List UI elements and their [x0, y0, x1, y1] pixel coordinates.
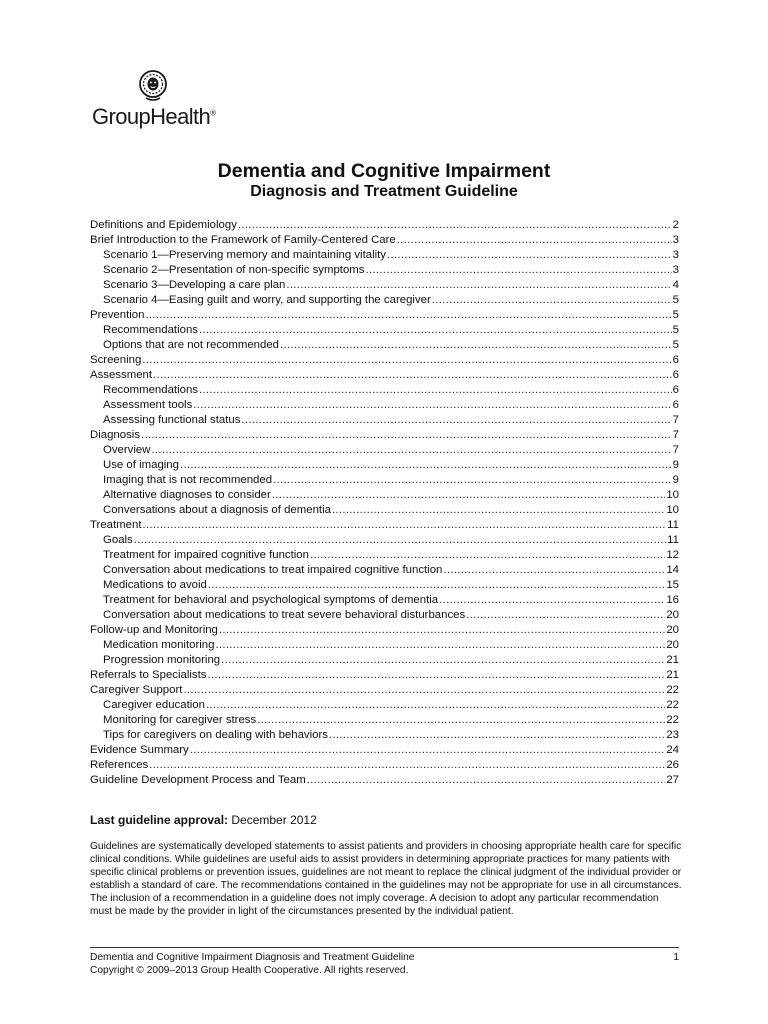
- toc-entry-page: 12: [666, 549, 679, 561]
- footer-divider: [90, 947, 679, 948]
- document-subtitle: Diagnosis and Treatment Guideline: [250, 183, 518, 200]
- toc-entry-label: Assessing functional status: [103, 414, 241, 426]
- approval-date: December 2012: [231, 813, 317, 827]
- toc-entry-label: Overview: [103, 444, 151, 456]
- toc-entry-page: 11: [667, 534, 679, 546]
- toc-dot-leader: [149, 758, 665, 773]
- toc-entry[interactable]: [90, 638, 679, 653]
- toc-dot-leader: [439, 593, 665, 608]
- toc-entry[interactable]: [90, 458, 679, 473]
- toc-dot-leader: [208, 578, 665, 593]
- toc-entry-page: 27: [666, 774, 679, 786]
- toc-dot-leader: [329, 728, 665, 743]
- toc-entry-label: Recommendations: [103, 324, 198, 336]
- toc-entry-label: Diagnosis: [90, 429, 141, 441]
- lion-crest-icon: [138, 70, 168, 102]
- toc-dot-leader: [153, 368, 672, 383]
- toc-entry-page: 10: [666, 489, 679, 501]
- toc-entry-label: Alternative diagnoses to consider: [103, 489, 271, 501]
- toc-entry[interactable]: [90, 353, 679, 368]
- toc-entry[interactable]: [90, 728, 679, 743]
- toc-entry-label: Tips for caregivers on dealing with behaviors: [103, 729, 328, 741]
- toc-dot-leader: [190, 743, 666, 758]
- toc-entry-label: Conversation about medications to treat impaired cognitive function: [103, 564, 443, 576]
- toc-dot-leader: [272, 488, 666, 503]
- toc-entry-page: 15: [666, 579, 679, 591]
- toc-dot-leader: [280, 338, 672, 353]
- toc-dot-leader: [221, 653, 665, 668]
- toc-entry[interactable]: [90, 383, 679, 398]
- toc-entry-label: Caregiver education: [103, 699, 205, 711]
- toc-entry-label: References: [90, 759, 149, 771]
- toc-dot-leader: [241, 413, 671, 428]
- toc-entry-page: 5: [672, 294, 679, 306]
- toc-entry-label: Caregiver Support: [90, 684, 183, 696]
- toc-entry-label: Scenario 2—Presentation of non-specific symptoms: [103, 264, 365, 276]
- toc-entry-label: Options that are not recommended: [103, 339, 280, 351]
- toc-entry[interactable]: [90, 263, 679, 278]
- toc-entry-page: 3: [672, 264, 679, 276]
- toc-dot-leader: [142, 353, 671, 368]
- toc-entry[interactable]: [90, 773, 679, 788]
- grouphealth-logo: [92, 70, 232, 130]
- toc-entry-label: Imaging that is not recommended: [103, 474, 273, 486]
- disclaimer-text: Guidelines are systematically developed statements to assist patients and providers in choosing appropriate health care for specific clinical conditions. While guidelines are useful aids to assist providers in determining appropriate practices for many patients with specific clinical problems or prevention issues, guidelines are not meant to replace the clinical judgment of the individual provider or establish a standard of care. The recommendations contained in the guidelines may not be appropriate for use in all circumstances. The inclusion of a recommendation in a guideline does not imply coverage. A decision to adopt any particular recommendation must be made by the provider in light of the circumstances presented by the individual patient.: [90, 841, 682, 917]
- toc-entry-label: Scenario 4—Easing guilt and worry, and supporting the caregiver: [103, 294, 431, 306]
- toc-entry-page: 3: [672, 249, 679, 261]
- toc-entry-page: 6: [672, 399, 679, 411]
- toc-entry-label: Medication monitoring: [103, 639, 215, 651]
- toc-dot-leader: [432, 293, 672, 308]
- toc-entry-page: 21: [666, 654, 679, 666]
- toc-entry[interactable]: [90, 248, 679, 263]
- toc-entry-label: Assessment tools: [103, 399, 193, 411]
- toc-dot-leader: [238, 218, 672, 233]
- toc-dot-leader: [215, 638, 665, 653]
- toc-entry-page: 20: [666, 609, 679, 621]
- toc-entry[interactable]: [90, 653, 679, 668]
- toc-entry[interactable]: [90, 668, 679, 683]
- toc-dot-leader: [206, 698, 665, 713]
- page-footer: [90, 952, 679, 977]
- toc-entry-label: Evidence Summary: [90, 744, 189, 756]
- table-of-contents: [90, 218, 679, 788]
- toc-entry-label: Recommendations: [103, 384, 198, 396]
- toc-entry-label: Medications to avoid: [103, 579, 207, 591]
- toc-entry-page: 14: [666, 564, 679, 576]
- toc-entry[interactable]: [90, 698, 679, 713]
- toc-entry-page: 16: [666, 594, 679, 606]
- toc-entry-label: Conversations about a diagnosis of dementia: [103, 504, 331, 516]
- toc-entry-page: 5: [672, 339, 679, 351]
- toc-entry[interactable]: [90, 503, 679, 518]
- toc-entry-page: 22: [666, 714, 679, 726]
- toc-entry[interactable]: [90, 488, 679, 503]
- toc-entry-label: Treatment for behavioral and psychological symptoms of dementia: [103, 594, 439, 606]
- toc-entry[interactable]: [90, 593, 679, 608]
- toc-entry[interactable]: [90, 623, 679, 638]
- toc-dot-leader: [397, 233, 672, 248]
- toc-entry[interactable]: [90, 368, 679, 383]
- toc-dot-leader: [332, 503, 665, 518]
- toc-entry-label: Treatment for impaired cognitive function: [103, 549, 309, 561]
- toc-entry-page: 4: [672, 279, 679, 291]
- toc-dot-leader: [134, 533, 666, 548]
- toc-dot-leader: [193, 398, 671, 413]
- toc-dot-leader: [310, 548, 665, 563]
- toc-dot-leader: [443, 563, 665, 578]
- toc-dot-leader: [151, 443, 671, 458]
- toc-entry[interactable]: [90, 563, 679, 578]
- toc-dot-leader: [183, 683, 665, 698]
- toc-entry-label: Referrals to Specialists: [90, 669, 207, 681]
- toc-entry-page: 26: [666, 759, 679, 771]
- toc-entry[interactable]: [90, 518, 679, 533]
- toc-entry-label: Brief Introduction to the Framework of Family-Centered Care: [90, 234, 396, 246]
- toc-entry-page: 6: [672, 384, 679, 396]
- toc-entry[interactable]: [90, 758, 679, 773]
- approval-line: [90, 813, 317, 827]
- toc-dot-leader: [307, 773, 666, 788]
- toc-entry-label: Definitions and Epidemiology: [90, 219, 237, 231]
- footer-copyright: Copyright © 2009–2013 Group Health Cooperative. All rights reserved.: [90, 964, 409, 976]
- toc-entry-page: 2: [672, 219, 679, 231]
- toc-entry-page: 24: [666, 744, 679, 756]
- toc-entry-label: Assessment: [90, 369, 153, 381]
- toc-entry[interactable]: [90, 548, 679, 563]
- toc-entry-page: 20: [666, 624, 679, 636]
- toc-entry-page: 7: [672, 444, 679, 456]
- toc-entry-page: 20: [666, 639, 679, 651]
- toc-entry[interactable]: [90, 218, 679, 233]
- toc-dot-leader: [141, 428, 672, 443]
- toc-entry[interactable]: [90, 473, 679, 488]
- toc-entry[interactable]: [90, 428, 679, 443]
- toc-entry[interactable]: [90, 608, 679, 623]
- toc-entry-page: 5: [672, 324, 679, 336]
- logo-wordmark: GroupHealth®: [92, 104, 216, 129]
- toc-entry-page: 21: [666, 669, 679, 681]
- toc-entry-label: Use of imaging: [103, 459, 179, 471]
- toc-dot-leader: [273, 473, 672, 488]
- toc-entry-label: Conversation about medications to treat severe behavioral disturbances: [103, 609, 466, 621]
- toc-entry-page: 6: [672, 354, 679, 366]
- toc-entry-page: 6: [672, 369, 679, 381]
- toc-entry[interactable]: [90, 338, 679, 353]
- toc-entry[interactable]: [90, 413, 679, 428]
- toc-entry-page: 7: [672, 414, 679, 426]
- toc-entry[interactable]: [90, 323, 679, 338]
- toc-entry-page: 22: [666, 699, 679, 711]
- toc-dot-leader: [207, 668, 665, 683]
- toc-entry[interactable]: [90, 293, 679, 308]
- toc-entry-label: Goals: [103, 534, 133, 546]
- toc-entry-page: 9: [672, 459, 679, 471]
- toc-dot-leader: [365, 263, 671, 278]
- toc-entry-label: Scenario 1—Preserving memory and maintaining vitality: [103, 249, 386, 261]
- footer-page-number: 1: [673, 952, 679, 963]
- toc-entry-page: 5: [672, 309, 679, 321]
- toc-entry[interactable]: [90, 713, 679, 728]
- toc-entry[interactable]: [90, 578, 679, 593]
- toc-entry-label: Progression monitoring: [103, 654, 221, 666]
- toc-entry-page: 7: [672, 429, 679, 441]
- footer-doc-title: Dementia and Cognitive Impairment Diagnosis and Treatment Guideline: [90, 952, 415, 963]
- toc-entry-page: 3: [672, 234, 679, 246]
- toc-entry[interactable]: [90, 398, 679, 413]
- toc-entry-label: Monitoring for caregiver stress: [103, 714, 257, 726]
- toc-entry[interactable]: [90, 533, 679, 548]
- toc-entry[interactable]: [90, 743, 679, 758]
- toc-entry-page: 23: [666, 729, 679, 741]
- toc-dot-leader: [180, 458, 672, 473]
- toc-dot-leader: [199, 323, 672, 338]
- toc-entry-label: Prevention: [90, 309, 145, 321]
- toc-entry-label: Treatment: [90, 519, 142, 531]
- toc-entry-label: Guideline Development Process and Team: [90, 774, 306, 786]
- toc-dot-leader: [466, 608, 665, 623]
- toc-dot-leader: [387, 248, 672, 263]
- toc-entry[interactable]: [90, 233, 679, 248]
- toc-entry-label: Follow-up and Monitoring: [90, 624, 218, 636]
- toc-entry-page: 9: [672, 474, 679, 486]
- toc-entry-page: 10: [666, 504, 679, 516]
- toc-entry[interactable]: [90, 308, 679, 323]
- toc-dot-leader: [257, 713, 665, 728]
- toc-dot-leader: [145, 308, 671, 323]
- toc-entry-page: 22: [666, 684, 679, 696]
- approval-label: Last guideline approval:: [90, 813, 229, 827]
- toc-entry[interactable]: [90, 683, 679, 698]
- toc-entry-label: Scenario 3—Developing a care plan: [103, 279, 286, 291]
- toc-entry-label: Screening: [90, 354, 142, 366]
- toc-dot-leader: [143, 518, 667, 533]
- toc-entry[interactable]: [90, 443, 679, 458]
- toc-dot-leader: [219, 623, 665, 638]
- toc-dot-leader: [199, 383, 672, 398]
- toc-entry-page: 11: [667, 519, 679, 531]
- toc-entry[interactable]: [90, 278, 679, 293]
- toc-dot-leader: [286, 278, 671, 293]
- document-title: Dementia and Cognitive Impairment: [217, 160, 551, 182]
